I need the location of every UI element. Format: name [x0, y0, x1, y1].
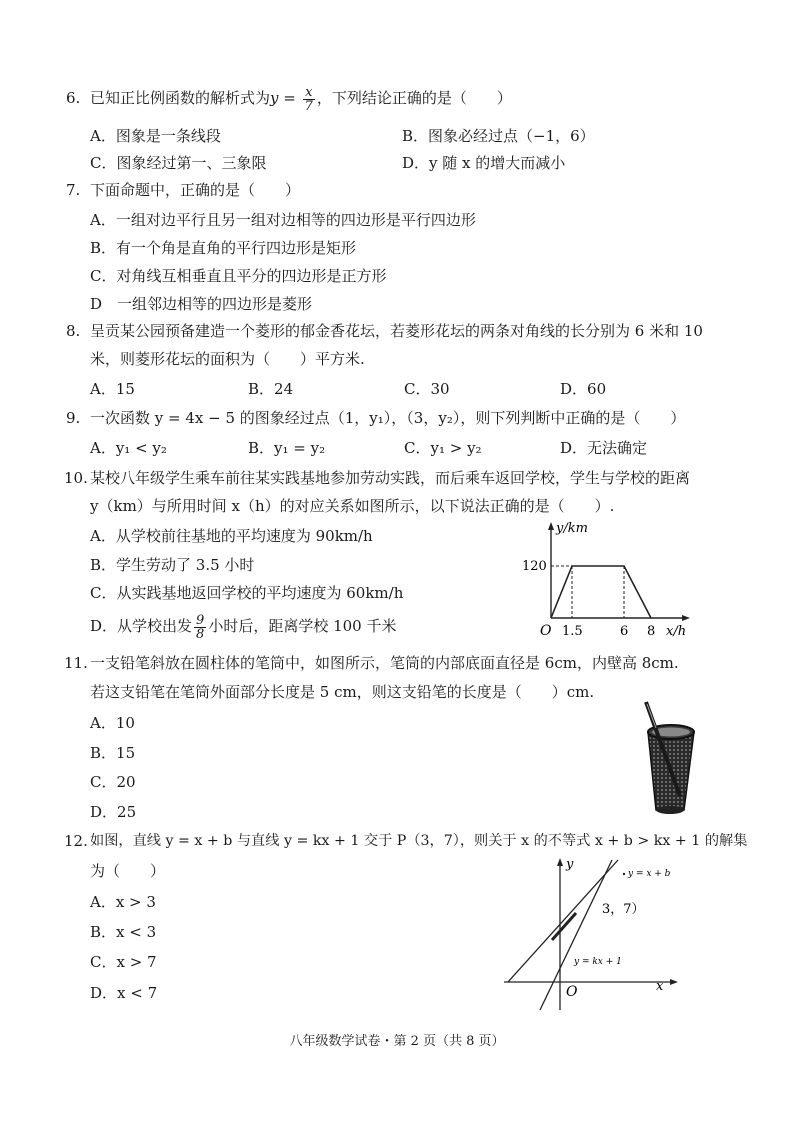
q6-option-b: B．图象必经过点（−1，6） [402, 127, 595, 145]
q10-option-a: A．从学校前往基地的平均速度为 90km/h [90, 527, 373, 545]
q10-xlabel: x/h [666, 624, 687, 639]
q10-frac-den: 8 [196, 626, 205, 642]
q7-option-b: B．有一个角是直角的平行四边形是矩形 [90, 239, 357, 257]
q12-stem-line2: 为（ ） [90, 862, 166, 880]
q6-stem [90, 84, 512, 113]
q12-option-c: C．x > 7 [90, 953, 157, 971]
q9-option-d: D．无法确定 [560, 439, 648, 457]
q10-option-d-b: 小时后，距离学校 100 千米 [208, 617, 397, 635]
q8-number: 8. [66, 322, 81, 340]
q6-fraction [303, 86, 315, 113]
q6-stem-b: ，下列结论正确的是（ ） [316, 89, 512, 107]
q10-x-tick-1p5: 1.5 [562, 624, 583, 639]
q10-y-tick-120: 120 [522, 559, 547, 574]
pencil-holder-base [656, 806, 684, 814]
q8-stem-line2: 米，则菱形花坛的面积为（ ）平方米. [90, 350, 365, 368]
q9-option-c: C．y₁ > y₂ [404, 439, 482, 457]
q10-x-arrow [682, 615, 690, 621]
q8-option-d: D．60 [560, 380, 607, 398]
q8-stem-line1: 呈贡某公园预备建造一个菱形的郁金香花坛，若菱形花坛的两条对角线的长分别为 6 米和 10 [90, 322, 703, 340]
pencil-holder-illustration [632, 696, 708, 818]
q12-point-label: 3，7） [602, 902, 645, 917]
q10-x-tick-6: 6 [620, 624, 629, 639]
q10-number: 10. [64, 469, 88, 487]
q6-option-a: A．图象是一条线段 [90, 127, 221, 145]
q10-stem-line1: 某校八年级学生乘车前往某实践基地参加劳动实践，而后乘车返回学校，学生与学校的距离 [90, 469, 691, 487]
q8-option-c: C．30 [404, 380, 450, 398]
q12-line2-label: y = kx + 1 [574, 957, 622, 967]
q11-stem-line2: 若这支铅笔在笔筒外面部分长度是 5 cm，则这支铅笔的长度是（ ）cm. [90, 683, 595, 701]
q9-option-b: B．y₁ = y₂ [248, 439, 326, 457]
q10-origin: O [540, 623, 552, 639]
q10-frac-num: 9 [196, 612, 205, 628]
q12-stem-line1: 如图，直线 y = x + b 与直线 y = kx + 1 交于 P（3，7），则关于 x 的不等式 x + b > kx + 1 的解集 [90, 833, 748, 849]
q10-option-d-a: D．从学校出发 [90, 617, 193, 635]
q9-number: 9. [66, 409, 81, 427]
q10-distance-line [551, 566, 651, 618]
q11-option-a: A．10 [90, 714, 135, 732]
q7-option-a: A．一组对边平行且另一组对边相等的四边形是平行四边形 [90, 211, 476, 229]
q12-ylabel: y [566, 857, 574, 872]
q12-x-arrow [670, 979, 678, 985]
q7-number: 7. [66, 181, 81, 199]
q10-ylabel: y/km [556, 521, 588, 536]
q12-line1-label: y = x + b [628, 869, 671, 879]
q9-stem: 一次函数 y = 4x − 5 的图象经过点（1，y₁），（3，y₂），则下列判断中正确的是（ ） [90, 409, 686, 427]
q10-option-c: C．从实践基地返回学校的平均速度为 60km/h [90, 584, 404, 602]
q10-option-d [90, 612, 396, 641]
q9-option-a: A．y₁ < y₂ [90, 439, 167, 457]
q12-highlight-segment [552, 913, 576, 940]
q12-option-a: A．x > 3 [90, 893, 156, 911]
q6-frac-num: x [303, 86, 315, 100]
q6-frac-den: 7 [304, 98, 313, 114]
q8-option-b: B．24 [248, 380, 294, 398]
q10-distance-time-graph [520, 518, 700, 640]
q6-formula-eq: = [278, 89, 301, 107]
q12-origin: O [566, 984, 578, 1000]
q11-number: 11. [64, 654, 88, 672]
q6-number: 6. [66, 89, 81, 107]
q6-stem-a: 已知正比例函数的解析式为 [90, 89, 271, 107]
q10-stem-line2: y（km）与所用时间 x（h）的对应关系如图所示，以下说法正确的是（ ）. [90, 497, 615, 515]
pencil-highlight [647, 704, 656, 728]
q7-stem: 下面命题中，正确的是（ ） [90, 181, 301, 199]
q8-option-a: A．15 [90, 380, 135, 398]
q10-x-tick-8: 8 [647, 624, 656, 639]
q12-xlabel: x [656, 979, 664, 994]
q11-option-b: B．15 [90, 744, 136, 762]
q6-formula-y: y [270, 89, 279, 107]
q12-number: 12. [64, 832, 88, 850]
q6-option-d: D．y 随 x 的增大而减小 [402, 154, 566, 172]
q11-option-c: C．20 [90, 773, 136, 791]
q12-line1-label-dot [623, 873, 625, 875]
q10-option-b: B．学生劳动了 3.5 小时 [90, 556, 255, 574]
q7-option-d: D 一组邻边相等的四边形是菱形 [90, 295, 313, 313]
q11-stem-line1: 一支铅笔斜放在圆柱体的笔筒中，如图所示，笔筒的内部底面直径是 6cm，内壁高 8cm. [90, 654, 679, 672]
q10-option-d-fraction [194, 614, 206, 641]
q12-option-b: B．x < 3 [90, 923, 157, 941]
q12-y-arrow [557, 858, 563, 866]
q6-option-c: C．图象经过第一、三象限 [90, 154, 267, 172]
q10-y-arrow [548, 522, 554, 530]
q12-lines-graph [496, 852, 686, 1014]
page-footer: 八年级数学试卷・第 2 页（共 8 页） [289, 1034, 505, 1049]
q12-option-d: D．x < 7 [90, 984, 158, 1002]
q7-option-c: C．对角线互相垂直且平分的四边形是正方形 [90, 267, 387, 285]
q11-option-d: D．25 [90, 803, 137, 821]
